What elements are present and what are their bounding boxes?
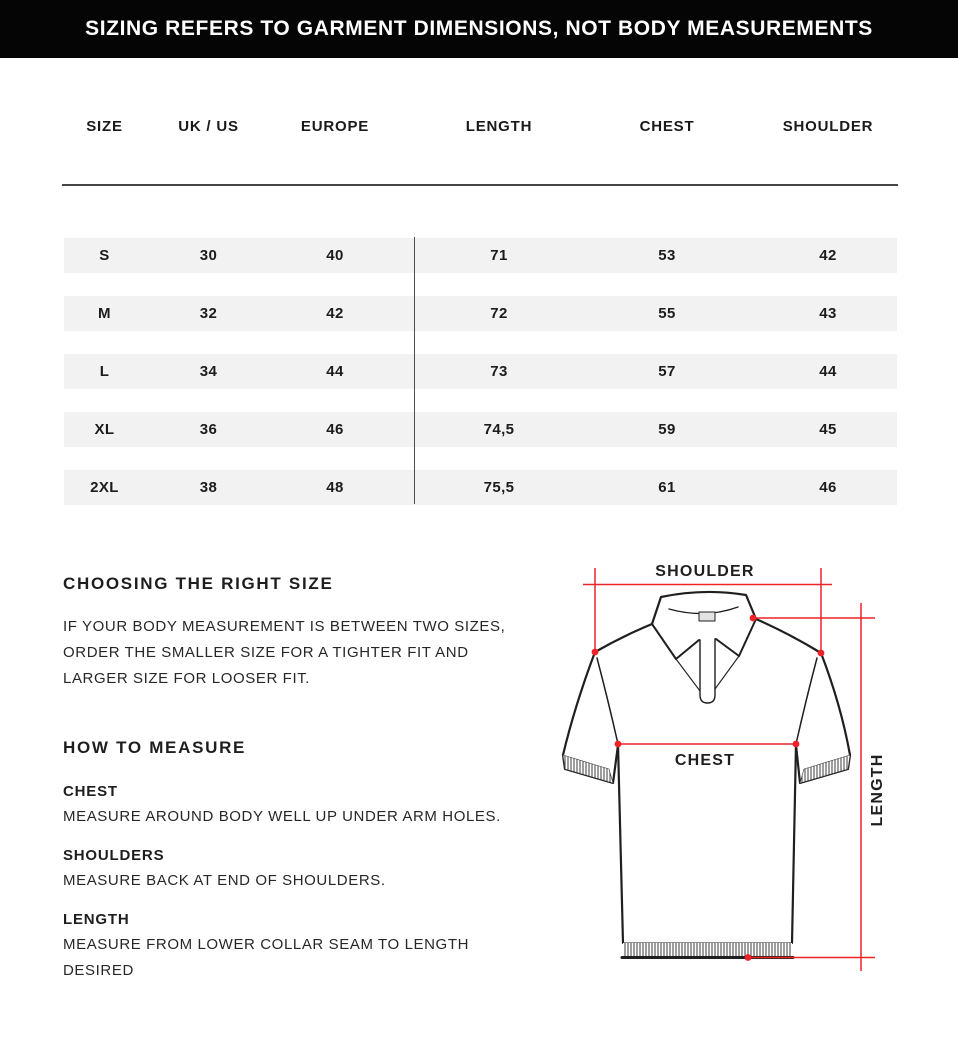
measure-item-label: SHOULDERS: [63, 847, 165, 864]
cell-length: 72: [490, 305, 508, 322]
column-header-size: SIZE: [86, 117, 123, 135]
column-header-shoulder: SHOULDER: [782, 117, 874, 135]
size-table-header-row: [64, 109, 897, 143]
right-cuff-hatch: [800, 755, 850, 783]
how-to-measure-heading: HOW TO MEASURE: [63, 738, 247, 757]
measure-item-label: LENGTH: [63, 911, 130, 928]
cell-europe: 42: [326, 305, 344, 322]
table-row-xl: [64, 412, 897, 447]
cell-europe: 46: [326, 421, 344, 438]
cell-chest: 57: [658, 363, 676, 380]
diagram-label-chest: CHEST: [674, 752, 736, 769]
measure-item-shoulders: [63, 845, 583, 894]
cell-europe: 44: [326, 363, 344, 380]
measure-item-text-line: MEASURE BACK AT END OF SHOULDERS.: [63, 872, 386, 889]
dot-right-shoulder: [818, 650, 825, 657]
cell-europe: 48: [326, 479, 344, 496]
measure-item-label: CHEST: [63, 783, 118, 800]
measure-item-length: [63, 909, 583, 984]
left-cuff-hatch: [563, 755, 613, 783]
cell-shoulder: 43: [819, 305, 837, 322]
dot-chest-right: [793, 741, 800, 748]
measure-item-text-line: MEASURE FROM LOWER COLLAR SEAM TO LENGTH: [63, 936, 470, 953]
cell-shoulder: 46: [819, 479, 837, 496]
cell-shoulder: 44: [819, 363, 837, 380]
diagram-label-shoulder: SHOULDER: [655, 563, 755, 580]
measure-item-text-line: MEASURE AROUND BODY WELL UP UNDER ARM HOLES.: [63, 808, 501, 825]
dot-chest-left: [615, 741, 622, 748]
cell-uk-us: 36: [199, 421, 218, 438]
table-row-2xl: [64, 470, 897, 505]
cell-size: XL: [94, 421, 115, 438]
cell-size: 2XL: [90, 479, 119, 496]
dot-hem: [745, 954, 752, 961]
column-header-europe: EUROPE: [300, 117, 370, 135]
cell-chest: 53: [658, 247, 676, 264]
measure-item-chest: [63, 781, 583, 830]
polo-shirt-outline: [563, 592, 850, 958]
cell-uk-us: 38: [199, 479, 218, 496]
cell-size: S: [99, 247, 110, 264]
table-row-s: [64, 238, 897, 273]
banner-text: SIZING REFERS TO GARMENT DIMENSIONS, NOT BODY MEASUREMENTS: [85, 17, 873, 40]
cell-shoulder: 42: [819, 247, 837, 264]
table-row-m: [64, 296, 897, 331]
paragraph-line: LARGER SIZE FOR LOOSER FIT.: [63, 670, 311, 687]
polo-shirt-diagram: [555, 555, 958, 985]
paragraph-line: ORDER THE SMALLER SIZE FOR A TIGHTER FIT AND: [63, 644, 469, 661]
collar-label-tag: [699, 612, 715, 621]
column-header-uk-us: UK / US: [178, 117, 239, 135]
table-row-l: [64, 354, 897, 389]
cell-size: L: [99, 363, 110, 380]
measure-instructions-list: [63, 781, 583, 999]
column-header-chest: CHEST: [639, 117, 695, 135]
measurement-dots: [592, 615, 825, 961]
cell-chest: 55: [658, 305, 676, 322]
size-table-body: [64, 238, 897, 528]
table-header-divider: [62, 184, 898, 186]
dot-collar: [750, 615, 757, 622]
column-header-length: LENGTH: [465, 117, 533, 135]
cell-size: M: [98, 305, 111, 322]
hem-hatch: [623, 943, 792, 956]
diagram-label-length: LENGTH: [869, 753, 886, 827]
cell-length: 75,5: [483, 479, 515, 496]
cell-chest: 59: [658, 421, 676, 438]
cell-shoulder: 45: [819, 421, 837, 438]
paragraph-line: IF YOUR BODY MEASUREMENT IS BETWEEN TWO SIZES,: [63, 618, 506, 635]
cell-europe: 40: [326, 247, 344, 264]
cell-chest: 61: [658, 479, 676, 496]
cell-uk-us: 32: [199, 305, 218, 322]
choosing-size-heading: CHOOSING THE RIGHT SIZE: [63, 574, 334, 593]
cell-length: 74,5: [483, 421, 515, 438]
cell-length: 73: [490, 363, 508, 380]
dot-left-shoulder: [592, 649, 599, 656]
choosing-size-paragraph: [63, 614, 505, 692]
cell-uk-us: 30: [199, 247, 218, 264]
table-vertical-divider: [414, 237, 415, 504]
sizing-disclaimer-banner: [0, 0, 958, 58]
cell-length: 71: [490, 247, 508, 264]
cell-uk-us: 34: [199, 363, 218, 380]
measure-item-text-line: DESIRED: [63, 962, 134, 979]
